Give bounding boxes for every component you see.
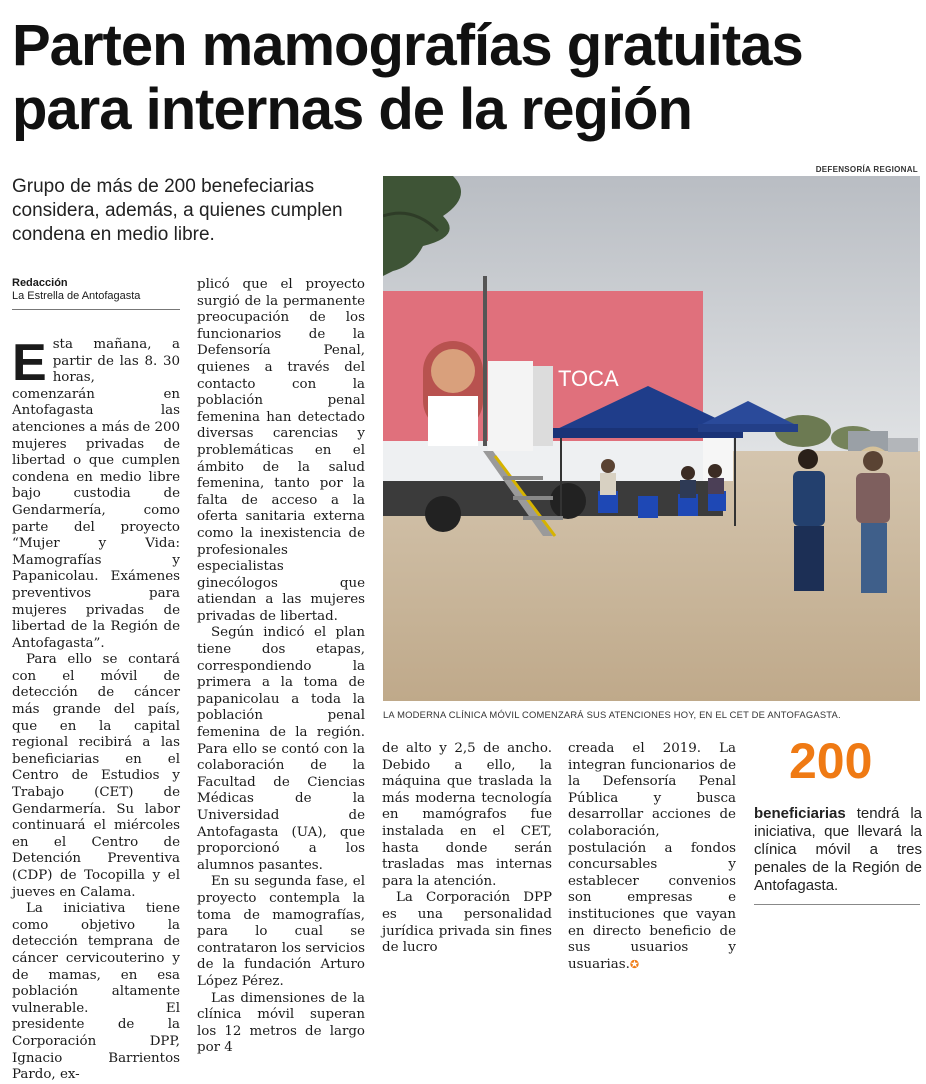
article-column-4 <box>568 741 736 973</box>
article-paragraph: En su segunda fase, el proyecto contempla la toma de mamografías, para lo cual se contrataron los servicios de la fundación Arturo López Pérez. <box>197 874 365 989</box>
closing-paragraph-text: creada el 2019. La integran funcionarios de la Defensoría Penal Pública y busca desarrollar acciones de colaboración, postulación a fondos concursables y establecer convenios son empresas e instituciones que vayan en directo beneficio de sus usuarios y usuarias. <box>568 741 736 972</box>
subheadline: Grupo de más de 200 benefeciarias considera, además, a quienes cumplen condena en medio libre. <box>12 176 343 245</box>
end-mark-icon: ✪ <box>629 957 640 971</box>
article-column-2 <box>197 277 365 1057</box>
highlight-divider <box>754 904 920 905</box>
article-paragraph: de alto y 2,5 de ancho. Debido a ello, la máquina que traslada la más moderna tecnología en mamógrafos fue instalada en el CET, hasta donde serán trasladas mas internas para la atención. <box>382 741 552 889</box>
highlight-number: 200 <box>789 733 873 789</box>
article-paragraph: La Corporación DPP es una personalidad jurídica privada sin fines de lucro <box>382 890 552 956</box>
headline-line-1: Parten mamografías gratuitas <box>12 13 803 78</box>
news-photo <box>383 176 920 701</box>
highlight-blurb <box>754 805 922 895</box>
article-paragraph: Según indicó el plan tiene dos etapas, correspondiendo la primera a la toma de papanicolau a toda la población penal femenina de la región. Para ello se contó con la colaboración de la Facultad de Ciencias Médicas de la Universidad de Antofagasta (UA), que proporcionó a los alumnos pasantes. <box>197 625 365 873</box>
photo-caption: LA MODERNA CLÍNICA MÓVIL COMENZARÁ SUS ATENCIONES HOY, EN EL CET DE ANTOFAGASTA. <box>383 709 841 720</box>
byline <box>12 277 180 310</box>
lead-paragraph-text: sta mañana, a partir de las 8. 30 horas, comenzarán en Antofagasta las atenciones a más de 200 mujeres privadas de libertad o que cumplen condena en medio libre bajo custodia de Gendarmería, como parte del proyecto “Mujer y Vida: Mamografías y Papanicolau. Exámenes preventivos para mujeres privadas de libertad de la Región de Antofagasta”. <box>12 337 180 651</box>
article-paragraph: Las dimensiones de la clínica móvil superan los 12 metros de largo por 4 <box>197 990 365 1056</box>
mobile-clinic-photo <box>383 176 920 701</box>
highlight-text: tendrá la iniciativa, que llevará la clínica móvil a tres penales de la Región de Antofagasta. <box>754 805 922 894</box>
highlight-bold-word: beneficiarias <box>754 805 846 822</box>
headline <box>12 14 912 142</box>
headline-line-2: para internas de la región <box>12 77 692 142</box>
byline-author: Redacción <box>12 277 68 289</box>
article-paragraph: plicó que el proyecto surgió de la permanente preocupación de los funcionarios de la Defensoría Penal, quienes a través del contacto con la población penal femenina han detectado diversas carencias y problemáticas en el ámbito de la salud femenina, tanto por la falta de acceso a la oferta sanitaria externa como la inexistencia de profesionales especialistas ginecólogos que atiendan a las mujeres privadas de libertad. <box>197 277 365 624</box>
byline-outlet: La Estrella de Antofagasta <box>12 290 141 302</box>
article-column-3 <box>382 741 552 957</box>
article-paragraph: La iniciativa tiene como objetivo la detección temprana de cáncer cervicouterino y de mamas, en esa población altamente vulnerable. El presidente de la Corporación DPP, Ignacio Barrientos Pardo, ex- <box>12 901 180 1083</box>
truck-logo-text: TOCA <box>558 366 619 391</box>
article-column-1 <box>12 334 180 1084</box>
photo-credit: DEFENSORÍA REGIONAL <box>815 165 918 174</box>
article-paragraph <box>12 334 180 652</box>
article-paragraph: Para ello se contará con el móvil de detección de cáncer más grande del país, que en la capital regional recibirá a las beneficiarias en el Centro de Estudios y Trabajo (CET) de Gendarmería. Su labor continuará el miércoles en el Centro de Detención Preventiva (CDP) de Tocopilla y el jueves en Calama. <box>12 652 180 900</box>
drop-cap: E <box>12 334 47 392</box>
article-paragraph <box>568 741 736 973</box>
